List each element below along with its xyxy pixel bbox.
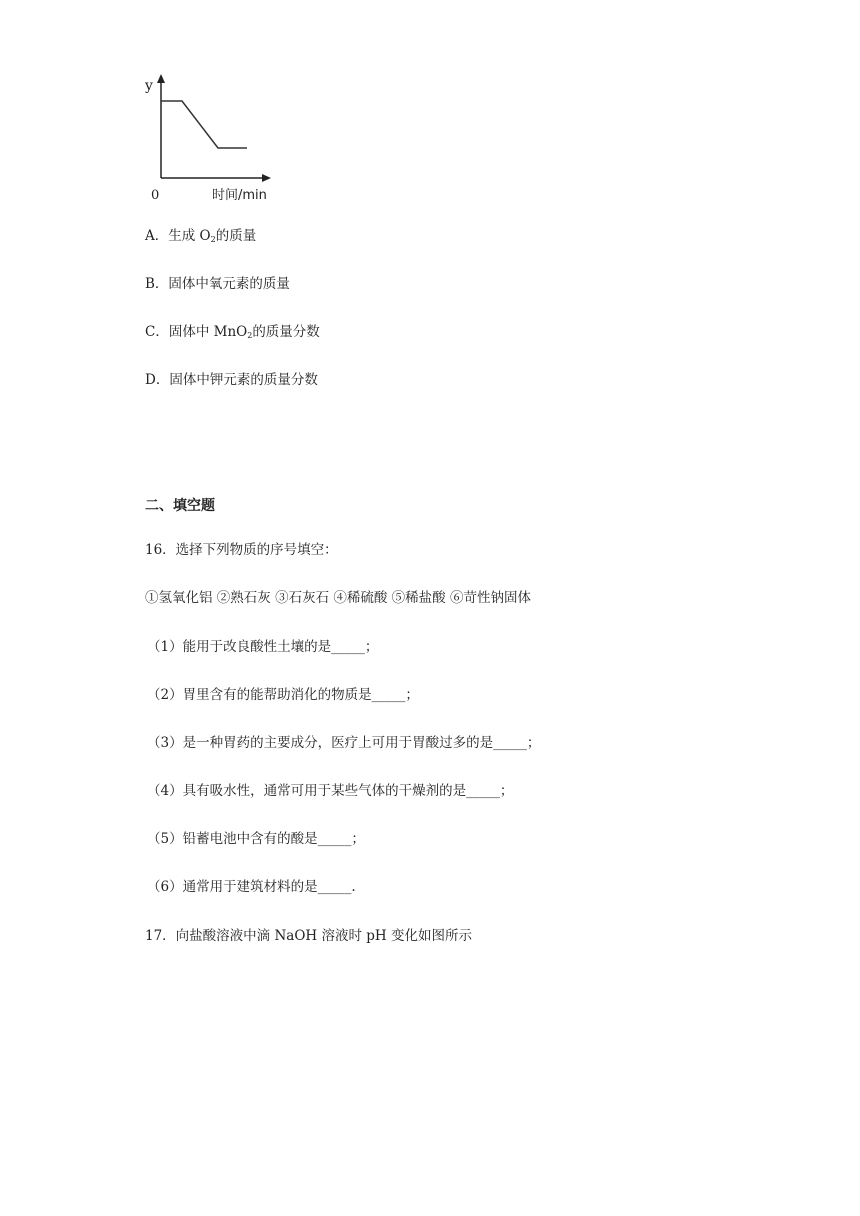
q16-choices: ①氢氧化铝 ②熟石灰 ③石灰石 ④稀硫酸 ⑤稀盐酸 ⑥苛性钠固体 [145, 590, 531, 606]
option-c: C．固体中 MnO$_2$的质量分数 [145, 324, 320, 340]
q16-item-4: （4）具有吸水性，通常可用于某些气体的干燥剂的是_____； [147, 783, 514, 799]
q16-stem: 16．选择下列物质的序号填空： [145, 542, 338, 558]
origin-label: 0 [151, 188, 160, 203]
x-axis-arrow [262, 174, 271, 182]
option-a: A．生成 $O_2$的质量 [145, 228, 257, 244]
option-b: B．固体中氧元素的质量 [145, 276, 290, 292]
section-title: 二、填空题 [145, 498, 215, 514]
x-axis-label: 时间/min [212, 188, 267, 203]
curve-y [161, 101, 247, 148]
mass-time-graph [140, 70, 280, 210]
option-d: D．固体中钾元素的质量分数 [145, 372, 318, 388]
q17-stem: 17．向盐酸溶液中滴 NaOH 溶液时 pH 变化如图所示 [145, 928, 472, 944]
q16-item-5: （5）铅蓄电池中含有的酸是_____； [147, 831, 365, 847]
q16-item-6: （6）通常用于建筑材料的是_____. [147, 879, 356, 895]
q16-item-3: （3）是一种胃药的主要成分，医疗上可用于胃酸过多的是_____； [147, 735, 541, 751]
y-axis-label: y [145, 78, 153, 94]
q16-item-2: （2）胃里含有的能帮助消化的物质是_____； [147, 687, 419, 703]
q16-item-1: （1）能用于改良酸性土壤的是_____； [147, 639, 379, 655]
y-axis-arrow [157, 74, 165, 83]
